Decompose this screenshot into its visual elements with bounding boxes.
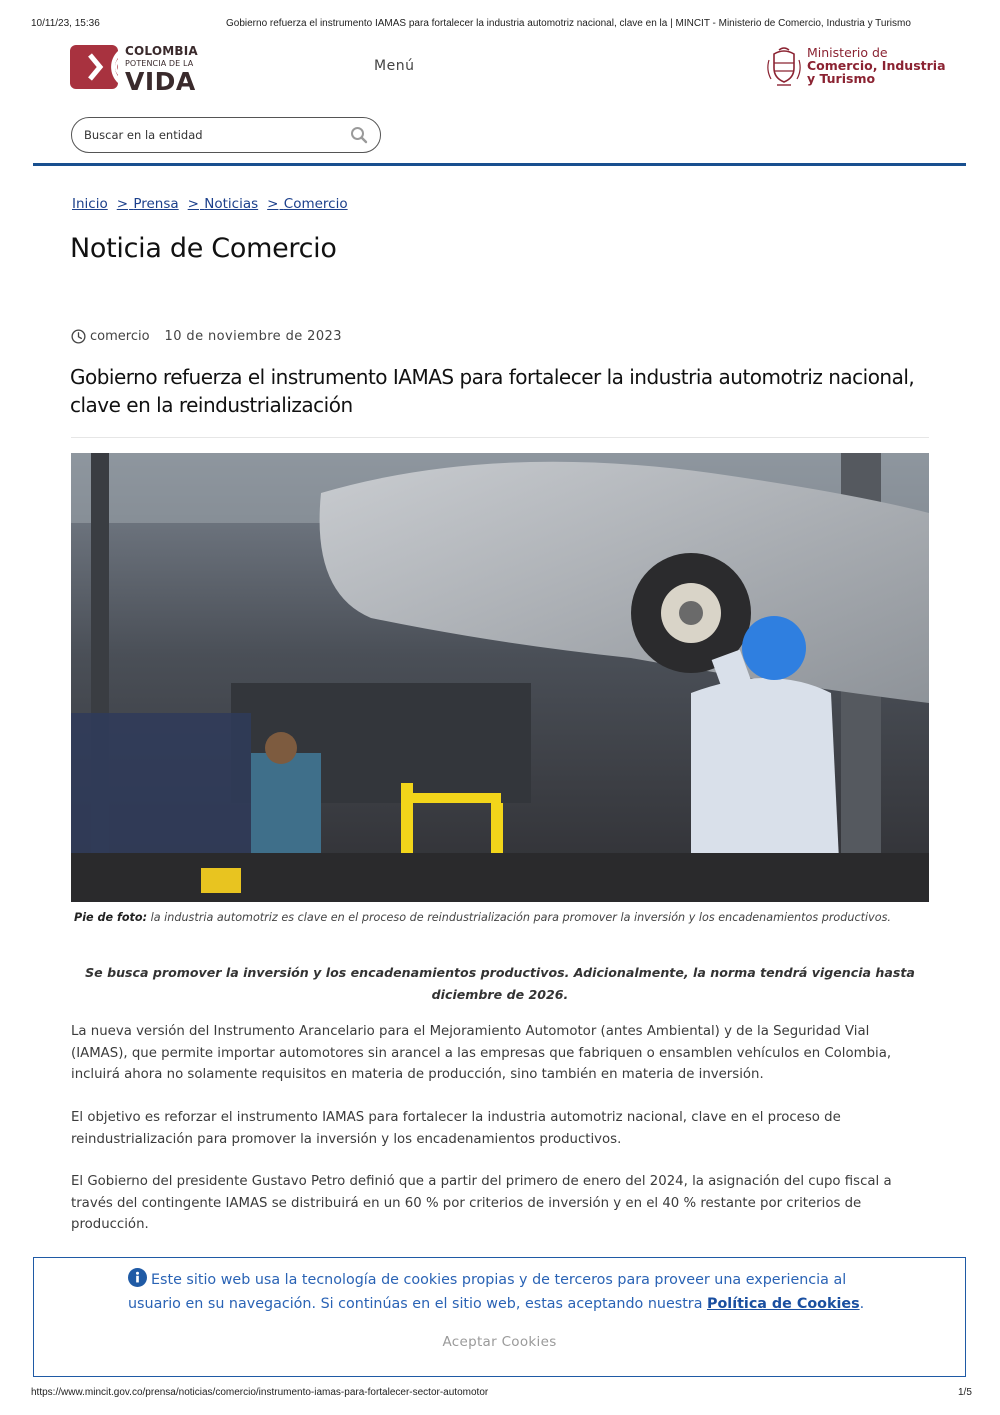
- breadcrumb: [72, 196, 348, 212]
- cookie-message: [128, 1268, 868, 1316]
- article-paragraph: El objetivo es reforzar el instrumento IAMAS para fortalecer la industria automotriz nacional, clave en el proceso de reindustrialización para promover la inversión y los encadenamientos productivos.: [71, 1110, 841, 1147]
- caption-label: Pie de foto:: [74, 911, 148, 924]
- chevron-right-icon: >: [116, 196, 129, 212]
- ministry-line-2: Comercio, Industria: [807, 58, 946, 73]
- print-page-title: Gobierno refuerza el instrumento IAMAS para fortalecer la industria automotriz nacional, clave en la | MINCIT - Ministerio de Comercio, Industria y Turismo: [226, 18, 911, 29]
- search-input[interactable]: [82, 127, 346, 143]
- photo-caption: [74, 908, 924, 928]
- article-lead: Se busca promover la inversión y los encadenamientos productivos. Adicionalmente, la norma tendrá vigencia hasta diciembre de 2026.: [85, 965, 915, 1002]
- chevron-right-icon: >: [267, 196, 279, 212]
- logo-line-colombia: COLOMBIA: [125, 44, 198, 58]
- chevron-right-icon: >: [187, 196, 199, 212]
- search-box[interactable]: [71, 117, 381, 153]
- print-datetime: 10/11/23, 15:36: [31, 18, 100, 29]
- caption-text: la industria automotriz es clave en el proceso de reindustrialización para promover la inversión y los encadenamientos productivos.: [147, 911, 891, 924]
- article-date: 10 de noviembre de 2023: [164, 329, 342, 344]
- colombia-logo[interactable]: [70, 44, 200, 96]
- page-title: Noticia de Comercio: [70, 233, 337, 264]
- article-photo: [71, 453, 929, 902]
- breadcrumb-prensa[interactable]: [108, 196, 179, 212]
- logo-line-potencia: POTENCIA DE LA: [125, 59, 194, 68]
- breadcrumb-comercio[interactable]: [258, 196, 347, 212]
- cookie-banner: [33, 1257, 966, 1377]
- breadcrumb-noticias[interactable]: [179, 196, 259, 212]
- article-headline: Gobierno refuerza el instrumento IAMAS para fortalecer la industria automotriz nacional, clave en la reindustrialización: [70, 365, 915, 417]
- article-paragraph: El Gobierno del presidente Gustavo Petro definió que a partir del primero de enero del 2024, la asignación del cupo fiscal a través del contingente IAMAS se distribuirá en un 60 % por criterios de inversión y en el 40 % restante por criterios de producción.: [71, 1174, 892, 1232]
- breadcrumb-label: Comercio: [283, 196, 348, 212]
- article-category[interactable]: comercio: [90, 329, 150, 344]
- print-url: https://www.mincit.gov.co/prensa/noticias/comercio/instrumento-iamas-para-fortalecer-sector-automotor: [31, 1387, 489, 1398]
- print-page-number: 1/5: [958, 1387, 972, 1398]
- logo-wordmark: [125, 45, 198, 94]
- cookie-policy-link[interactable]: Política de Cookies: [707, 1296, 860, 1312]
- logo-line-vida: VIDA: [125, 67, 196, 96]
- search-icon[interactable]: [350, 126, 368, 144]
- header-divider: [33, 163, 966, 166]
- headline-divider: [71, 437, 929, 438]
- cookie-text: Este sitio web usa la tecnología de cookies propias y de terceros para proveer una experiencia al usuario en su navegación. Si continúas en el sitio web, estas aceptando nuestra: [128, 1272, 847, 1312]
- breadcrumb-label: Prensa: [133, 196, 179, 212]
- cookie-text-end: .: [859, 1296, 865, 1312]
- ministry-line-3: y Turismo: [807, 71, 876, 86]
- breadcrumb-label: Noticias: [204, 196, 259, 212]
- article-meta: [71, 329, 342, 344]
- menu-button[interactable]: Menú: [374, 58, 415, 74]
- ministry-logo[interactable]: [765, 45, 946, 93]
- info-icon: [128, 1268, 147, 1287]
- ministry-line-1: Ministerio de: [807, 45, 888, 60]
- coat-of-arms-icon: [765, 46, 803, 88]
- accept-cookies-button[interactable]: Aceptar Cookies: [442, 1334, 557, 1350]
- clock-icon: [71, 329, 86, 344]
- ministry-name: [807, 46, 946, 85]
- logo-mark-icon: [70, 45, 120, 89]
- breadcrumb-inicio[interactable]: Inicio: [72, 196, 108, 212]
- article-paragraph: La nueva versión del Instrumento Arancelario para el Mejoramiento Automotor (antes Ambiental) y de la Seguridad Vial (IAMAS), que permite importar automotores sin arancel a las empresas que fabriquen o ensamblen vehículos en Colombia, incluirá ahora no solamente requisitos en materia de producción, sino también en materia de inversión.: [71, 1024, 892, 1082]
